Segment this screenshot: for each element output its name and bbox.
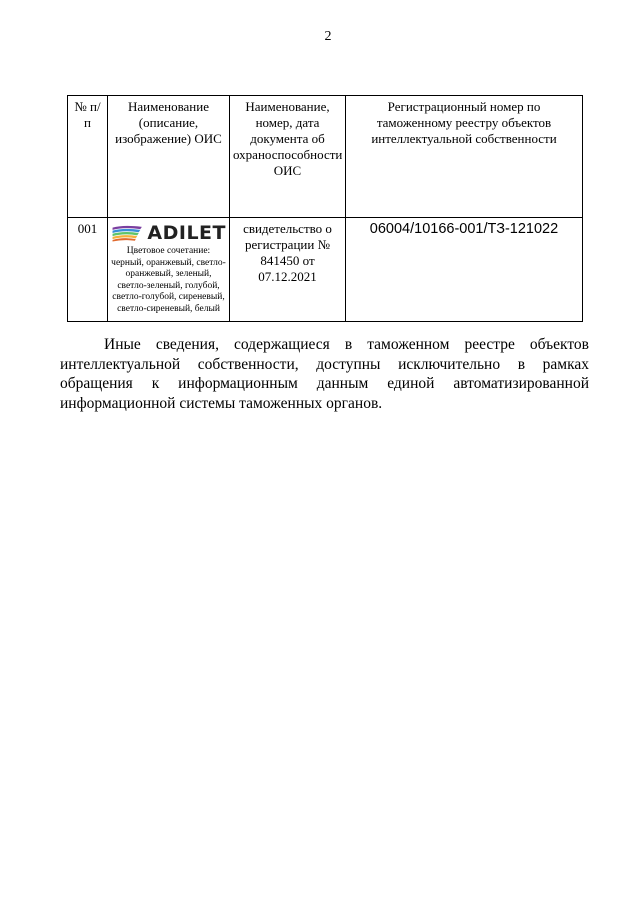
header-number: № п/п [68,96,108,218]
registry-table [67,95,583,322]
logo-text: ADILET [147,222,226,244]
table-row [68,218,583,322]
page-number: 2 [324,29,332,44]
header-reg-number: Регистрационный номер по таможенному реестру объектов интеллектуальной собственности [346,96,583,218]
header-document: Наименование, номер, дата документа об охраноспособности ОИС [230,96,346,218]
row-number: 001 [68,218,108,322]
wave-logo-icon [111,222,143,244]
reg-number-cell: 06004/10166-001/ТЗ-121022 [346,218,583,322]
document-cell: свидетельство о регистрации № 841450 от 07.12.2021 [230,218,346,322]
adilet-logo [111,222,226,244]
header-name: Наименование (описание, изображение) ОИС [108,96,230,218]
table-header-row [68,96,583,218]
color-description: Цветовое сочетание: черный, оранжевый, светло-оранжевый, зеленый, светло-зеленый, голубой, светло-голубой, сиреневый, светло-сиреневый, белый [111,246,226,314]
body-paragraph: Иные сведения, содержащиеся в таможенном реестре объектов интеллектуальной собственности, доступны исключительно в рамках обращения к информационным данным единой автоматизированной информационной системы таможенных органов. [60,336,589,412]
trademark-cell [108,218,230,322]
